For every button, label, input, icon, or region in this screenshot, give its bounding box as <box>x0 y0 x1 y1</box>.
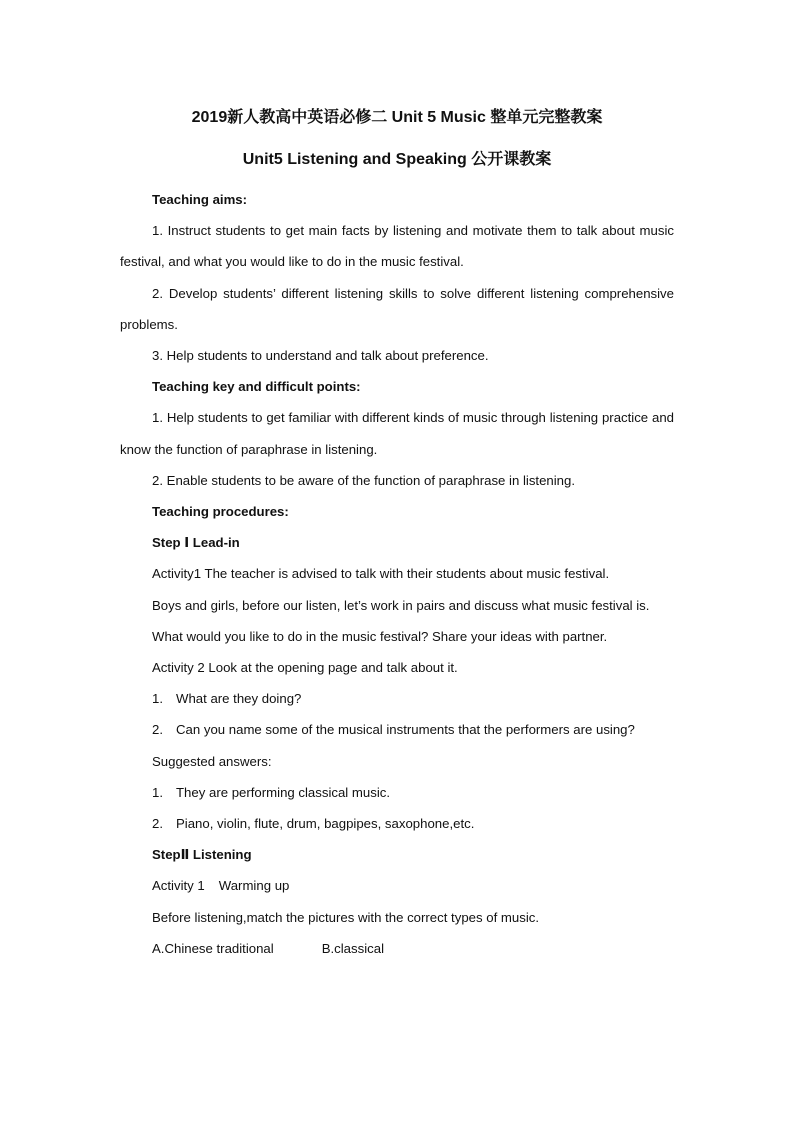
question-2-text: Can you name some of the musical instruments that the performers are using? <box>176 722 635 738</box>
matching-instruction: Before listening,match the pictures with the correct types of music. <box>152 909 540 925</box>
aim-1: 1. Instruct students to get main facts by listening and motivate them to talk about music festival, and what you would like to do in the music festival. <box>120 223 674 270</box>
procedures-heading: Teaching procedures: <box>152 504 289 520</box>
aim-2: 2. Develop students’ different listening skills to solve different listening comprehensive problems. <box>120 285 674 332</box>
discussion-text: Boys and girls, before our listen, let’s work in pairs and discuss what music festival is. <box>152 597 650 613</box>
document-title: 2019新人教高中英语必修二 Unit 5 Music 整单元完整教案 <box>191 109 603 126</box>
answer-2-text: Piano, violin, flute, drum, bagpipes, saxophone,etc. <box>176 816 475 832</box>
question-2 <box>120 714 674 745</box>
suggested-answers-label: Suggested answers: <box>152 753 272 769</box>
question-1-number: 1. <box>152 691 163 707</box>
answer-1-number: 1. <box>152 784 163 800</box>
option-b: B.classical <box>321 940 384 956</box>
options-line <box>120 933 674 964</box>
document-body <box>120 184 674 964</box>
share-text: What would you like to do in the music festival? Share your ideas with partner. <box>152 628 608 644</box>
activity-1-label: Activity 1 <box>152 878 205 894</box>
answer-1-text: They are performing classical music. <box>176 784 391 800</box>
answer-2-number: 2. <box>152 816 163 832</box>
activity-1-title: Warming up <box>218 878 290 894</box>
key-points-heading: Teaching key and difficult points: <box>152 379 361 395</box>
activity-1-warming-up <box>120 870 674 901</box>
question-1 <box>120 683 674 714</box>
step-1-heading: Step Ⅰ Lead-in <box>152 535 240 551</box>
answer-1 <box>120 777 674 808</box>
step-2-heading: StepⅡ Listening <box>152 847 252 863</box>
teaching-aims-heading: Teaching aims: <box>152 192 248 207</box>
question-2-number: 2. <box>152 722 163 738</box>
option-a: A.Chinese traditional <box>152 940 274 956</box>
activity-2-text: Activity 2 Look at the opening page and talk about it. <box>152 660 458 676</box>
key-point-1: 1. Help students to get familiar with different kinds of music through listening practice and know the function of paraphrase in listening. <box>120 410 674 457</box>
document-subtitle: Unit5 Listening and Speaking 公开课教案 <box>242 151 552 168</box>
aim-3: 3. Help students to understand and talk about preference. <box>152 348 489 364</box>
key-point-2: 2. Enable students to be aware of the function of paraphrase in listening. <box>152 472 576 488</box>
answer-2 <box>120 808 674 839</box>
question-1-text: What are they doing? <box>176 691 302 707</box>
activity-1-text: Activity1 The teacher is advised to talk with their students about music festival. <box>152 566 610 582</box>
